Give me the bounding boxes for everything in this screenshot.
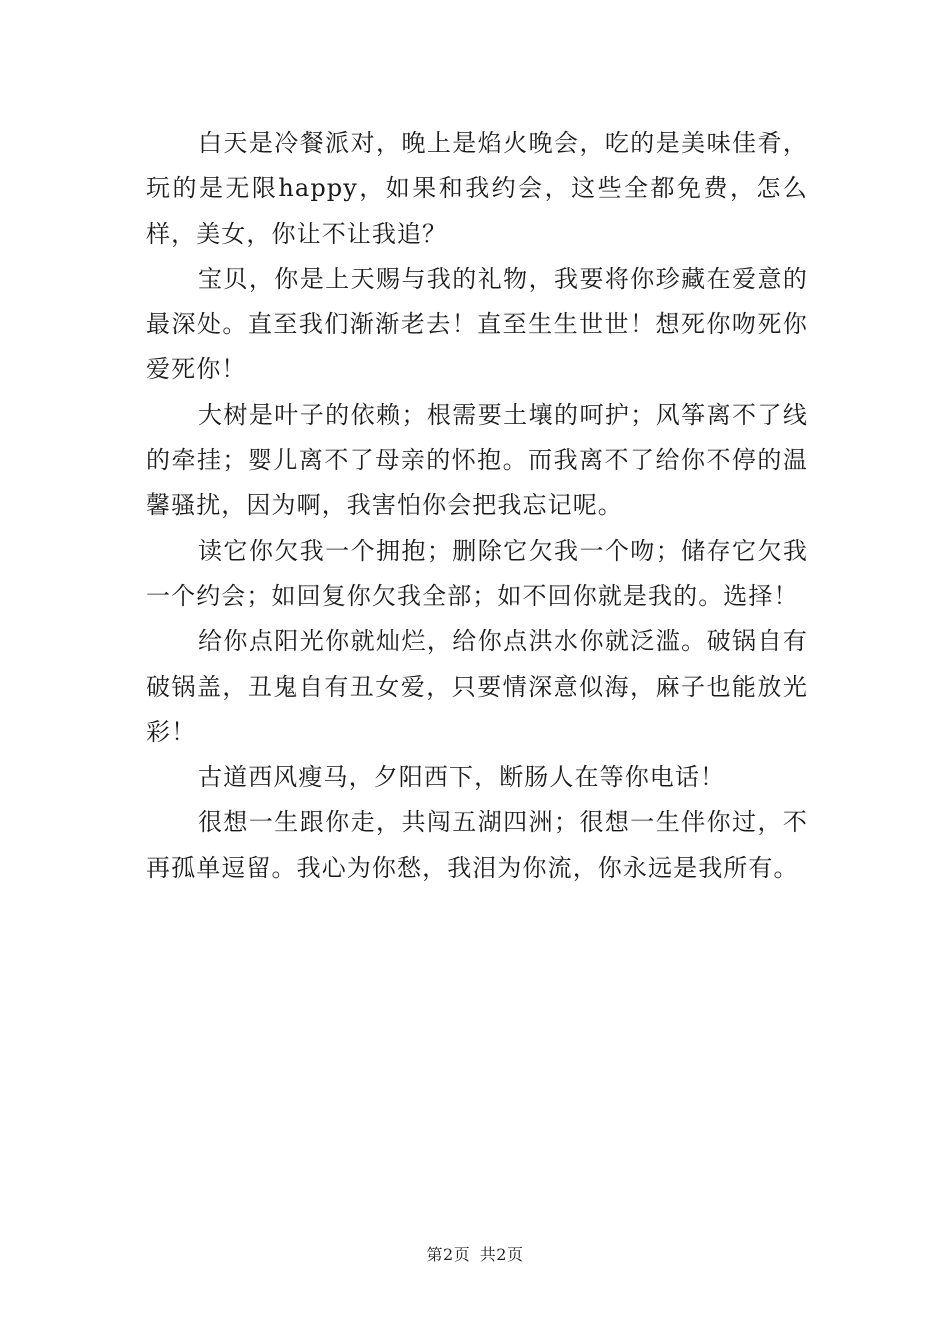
paragraph-6: 古道西风瘦马，夕阳西下，断肠人在等你电话！	[198, 763, 726, 792]
page-number: 第2页	[426, 1245, 471, 1264]
paragraph-2: 宝贝，你是上天赐与我的礼物，我要将你珍藏在爱意的最深处。直至我们渐渐老去！直至生生世世！想死你吻死你爱死你！	[146, 264, 808, 384]
document-body	[146, 121, 808, 891]
paragraph-5: 给你点阳光你就灿烂，给你点洪水你就泛滥。破锅自有破锅盖，丑鬼自有丑女爱，只要情深意似海，麻子也能放光彩！	[146, 627, 808, 746]
paragraph-4: 读它你欠我一个拥抱；删除它欠我一个吻；储存它欠我一个约会；如回复你欠我全部；如不回你就是我的。选择！	[146, 536, 808, 610]
paragraph-7: 很想一生跟你走，共闯五湖四洲；很想一生伴你过，不再孤单逗留。我心为你愁，我泪为你流，你永远是我所有。	[146, 808, 808, 882]
page-footer	[0, 1242, 950, 1265]
page-total: 共2页	[479, 1245, 524, 1264]
paragraph-1: 白天是冷餐派对，晚上是焰火晚会，吃的是美味佳肴，玩的是无限happy，如果和我约会，这些全都免费，怎么样，美女，你让不让我追？	[146, 129, 808, 248]
paragraph-3: 大树是叶子的依赖；根需要土壤的呵护；风筝离不了线的牵挂；婴儿离不了母亲的怀抱。而我离不了给你不停的温馨骚扰，因为啊，我害怕你会把我忘记呢。	[146, 400, 808, 520]
